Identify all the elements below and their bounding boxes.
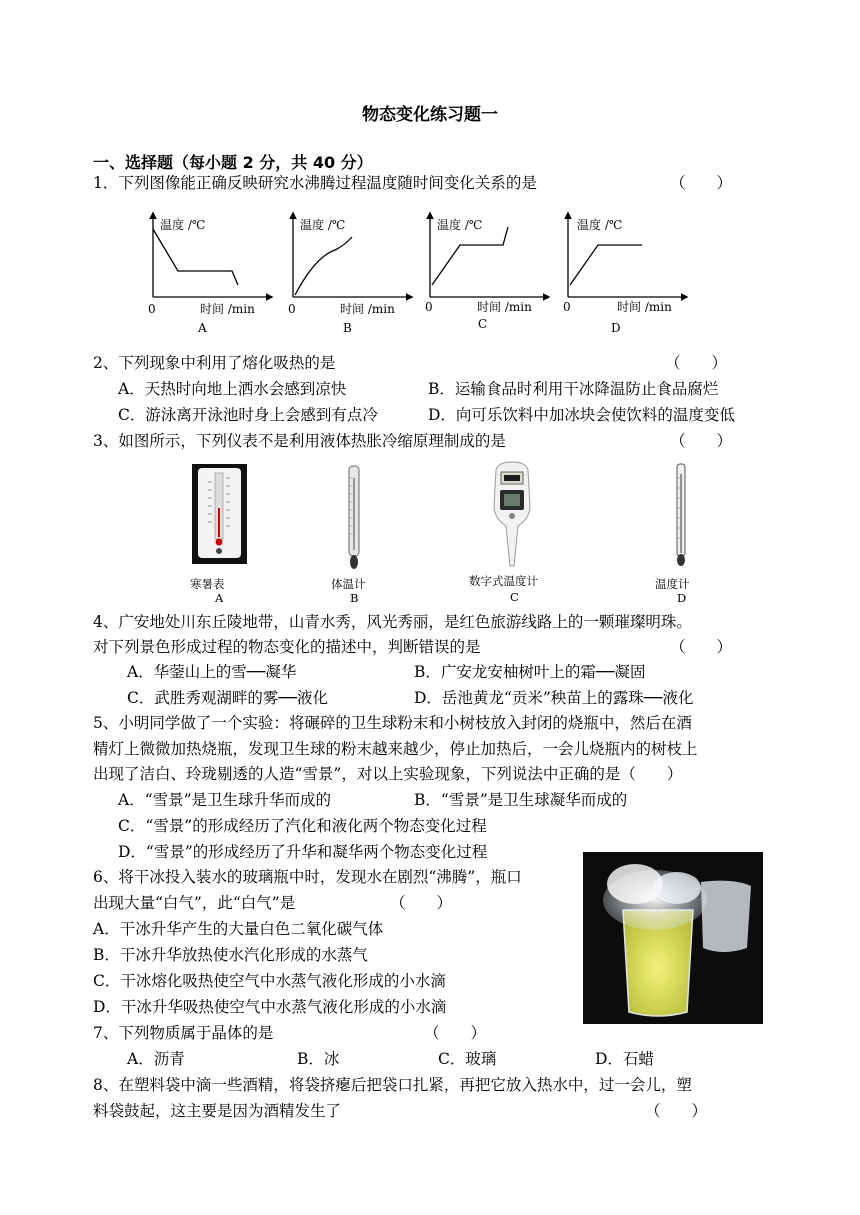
q2-option-d: D．向可乐饮料中加冰块会使饮料的温度变低	[428, 406, 735, 424]
instrument-c-letter: C	[510, 590, 519, 604]
q7-option-d: D．石蜡	[595, 1050, 654, 1068]
q3-bracket: （ ）	[670, 432, 733, 450]
graph-b-ylabel: 温度 /℃	[300, 218, 346, 232]
graph-c	[425, 213, 549, 331]
instrument-a-letter: A	[215, 591, 224, 605]
graph-a-label: A	[198, 321, 207, 335]
instrument-d-letter: D	[677, 591, 687, 605]
instrument-b-letter: B	[350, 591, 359, 605]
graph-c-xlabel: 时间 /min	[477, 300, 532, 314]
q6-stem-line1: 6、将干冰投入装水的玻璃瓶中时，发现水在剧烈“沸腾”，瓶口	[93, 868, 522, 886]
q1-graphs	[0, 205, 860, 340]
q6-option-d: D．干冰升华吸热使空气中水蒸气液化形成的小水滴	[93, 998, 447, 1016]
section-heading: 一、选择题（每小题 2 分，共 40 分）	[93, 153, 373, 172]
q7-stem: 7、下列物质属于晶体的是	[93, 1024, 274, 1042]
q8-bracket: （ ）	[645, 1102, 708, 1120]
graph-a-origin: 0	[148, 302, 156, 316]
q6-option-c: C．干冰熔化吸热使空气中水蒸气液化形成的小水滴	[93, 972, 446, 990]
q4-option-b: B．广安龙安柚树叶上的霜──凝固	[414, 663, 646, 681]
instrument-d-caption: 温度计	[655, 577, 690, 591]
graph-d	[563, 213, 687, 335]
q5-stem-line2: 精灯上微微加热烧瓶，发现卫生球的粉末越来越少，停止加热后，一会儿烧瓶内的树枝上	[93, 740, 698, 758]
graph-d-label: D	[611, 321, 621, 335]
instrument-b-clinical-thermometer	[349, 466, 359, 569]
q1-stem: 1．下列图像能正确反映研究水沸腾过程温度随时间变化关系的是	[93, 174, 537, 192]
q7-option-a: A．沥青	[127, 1050, 185, 1068]
graph-c-origin: 0	[425, 300, 433, 314]
instrument-b-caption: 体温计	[331, 577, 366, 591]
q5-option-a: A．“雪景”是卫生球升华而成的	[118, 791, 332, 809]
q2-option-c: C．游泳离开泳池时身上会感到有点冷	[118, 406, 378, 424]
graph-b	[288, 213, 412, 335]
q3-instruments	[0, 458, 860, 608]
graph-d-xlabel: 时间 /min	[617, 300, 672, 314]
q5-option-d: D．“雪景”的形成经历了升华和凝华两个物态变化过程	[118, 843, 488, 861]
q4-stem-line1: 4、广安地处川东丘陵地带，山青水秀，风光秀丽，是红色旅游线路上的一颗璀璨明珠。	[93, 613, 692, 631]
q7-option-c: C．玻璃	[438, 1050, 497, 1068]
q4-option-a: A．华蓥山上的雪──凝华	[127, 663, 297, 681]
instrument-d-lab-thermometer	[677, 464, 685, 566]
graph-a-xlabel: 时间 /min	[200, 302, 255, 316]
q7-bracket: （ ）	[424, 1024, 487, 1042]
graph-b-xlabel: 时间 /min	[340, 302, 395, 316]
q6-stem-line2: 出现大量“白气”，此“白气”是	[93, 894, 296, 912]
instrument-c-caption: 数字式温度计	[469, 574, 538, 588]
q2-bracket: （ ）	[665, 354, 728, 372]
graph-a	[148, 213, 272, 335]
q4-option-c: C．武胜秀观湖畔的雾──液化	[127, 689, 329, 707]
q8-stem-line2: 料袋鼓起，这主要是因为酒精发生了	[93, 1102, 342, 1120]
q2-option-b: B．运输食品时利用干冰降温防止食品腐烂	[428, 380, 719, 398]
q6-option-b: B．干冰升华放热使水汽化形成的水蒸气	[93, 946, 368, 964]
q7-option-b: B．冰	[297, 1050, 340, 1068]
instrument-c-digital-thermometer	[494, 462, 530, 566]
graph-c-ylabel: 温度 /℃	[437, 218, 483, 232]
graph-a-ylabel: 温度 /℃	[160, 218, 206, 232]
q4-option-d: D．岳池黄龙“贡米”秧苗上的露珠──液化	[414, 689, 694, 707]
q5-stem-line1: 5、小明同学做了一个实验：将碾碎的卫生球粉末和小树枝放入封闭的烧瓶中，然后在酒	[93, 714, 692, 732]
q2-option-a: A．天热时向地上洒水会感到凉快	[118, 380, 347, 398]
q5-option-c: C．“雪景”的形成经历了汽化和液化两个物态变化过程	[118, 817, 487, 835]
q2-stem: 2、下列现象中利用了熔化吸热的是	[93, 354, 336, 372]
instrument-a-caption: 寒暑表	[190, 577, 225, 591]
q5-option-b: B．“雪景”是卫生球凝华而成的	[414, 791, 628, 809]
q6-option-a: A．干冰升华产生的大量白色二氧化碳气体	[93, 920, 384, 938]
graph-d-ylabel: 温度 /℃	[577, 218, 623, 232]
q5-stem-line3: 出现了洁白、玲珑剔透的人造“雪景”，对以上实验现象，下列说法中正确的是（ ）	[93, 765, 683, 783]
q3-stem: 3、如图所示，下列仪表不是利用液体热胀冷缩原理制成的是	[93, 432, 506, 450]
dry-ice-photo	[583, 852, 763, 1024]
q4-bracket: （ ）	[670, 638, 733, 656]
q1-bracket: （ ）	[670, 174, 733, 192]
instrument-a-thermometer-board	[192, 464, 247, 564]
graph-c-label: C	[478, 317, 488, 331]
graph-b-origin: 0	[288, 302, 296, 316]
q4-stem-line2: 对下列景色形成过程的物态变化的描述中，判断错误的是	[93, 638, 481, 656]
graph-b-label: B	[343, 321, 352, 335]
page-title: 物态变化练习题一	[362, 105, 498, 125]
q8-stem-line1: 8、在塑料袋中滴一些酒精，将袋挤瘪后把袋口扎紧，再把它放入热水中，过一会儿，塑	[93, 1076, 692, 1094]
q6-bracket: （ ）	[390, 894, 453, 912]
graph-d-origin: 0	[563, 300, 571, 314]
